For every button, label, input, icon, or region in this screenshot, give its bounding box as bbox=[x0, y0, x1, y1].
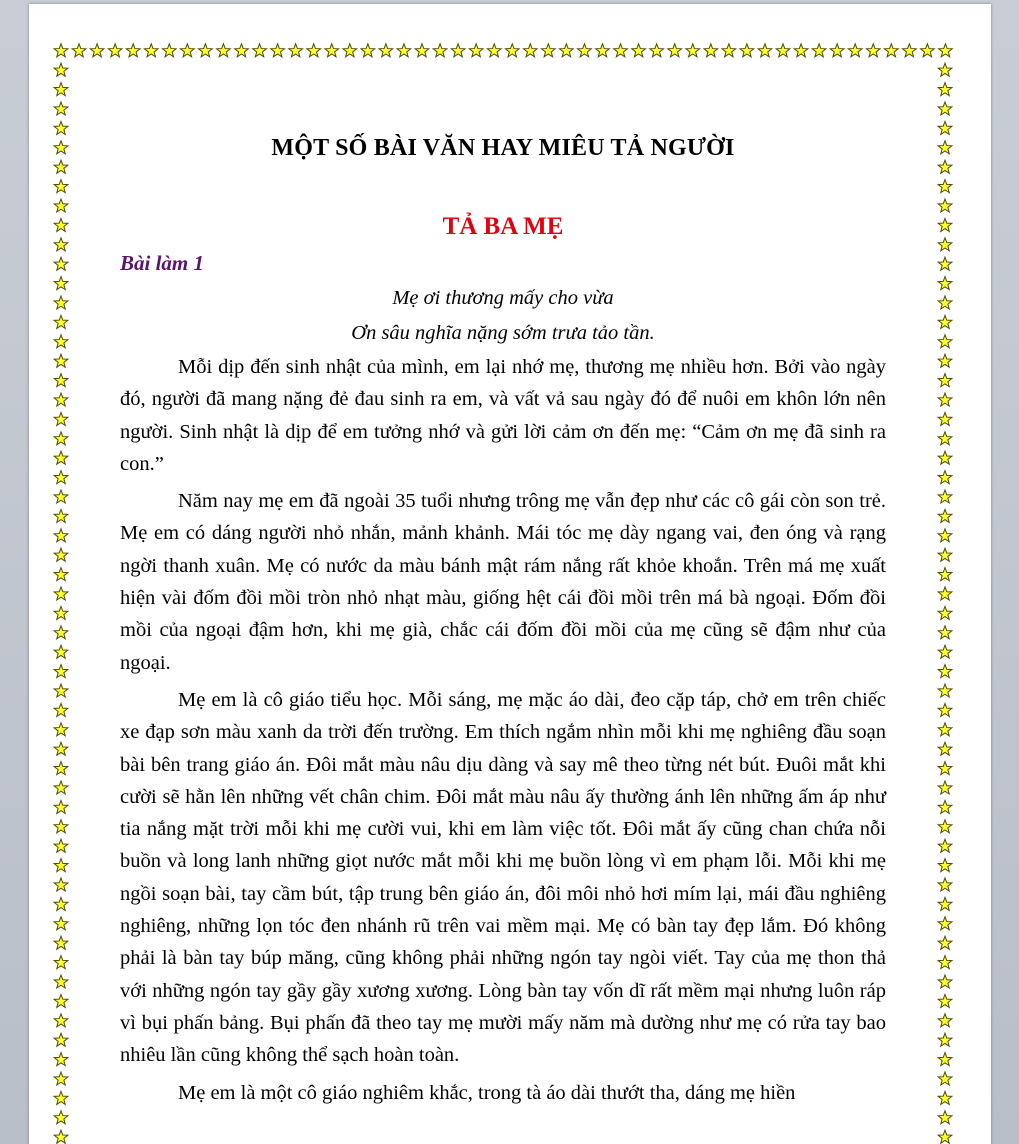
star-outline-icon bbox=[938, 354, 952, 367]
star-outline-icon bbox=[938, 703, 952, 716]
star-outline-icon bbox=[938, 839, 952, 852]
star-outline-icon bbox=[162, 44, 176, 57]
star-outline-icon bbox=[938, 1111, 952, 1124]
star-outline-icon bbox=[451, 44, 465, 57]
star-outline-icon bbox=[144, 44, 158, 57]
star-outline-icon bbox=[938, 878, 952, 891]
star-outline-icon bbox=[938, 568, 952, 581]
star-outline-icon bbox=[54, 277, 68, 290]
document-title: MỘT SỐ BÀI VĂN HAY MIÊU TẢ NGƯỜI bbox=[271, 135, 735, 161]
star-outline-icon bbox=[72, 44, 86, 57]
star-outline-icon bbox=[54, 994, 68, 1007]
star-outline-icon bbox=[938, 432, 952, 445]
star-outline-icon bbox=[938, 1053, 952, 1066]
star-outline-icon bbox=[217, 44, 231, 57]
star-outline-icon bbox=[54, 83, 68, 96]
star-outline-icon bbox=[54, 626, 68, 639]
star-outline-icon bbox=[54, 703, 68, 716]
star-outline-icon bbox=[632, 44, 646, 57]
star-outline-icon bbox=[54, 374, 68, 387]
verse-line-2: Ơn sâu nghĩa nặng sớm trưa tảo tần. bbox=[351, 322, 655, 344]
star-outline-icon bbox=[54, 393, 68, 406]
star-outline-icon bbox=[938, 1014, 952, 1027]
star-outline-icon bbox=[938, 723, 952, 736]
star-outline-icon bbox=[812, 44, 826, 57]
star-outline-icon bbox=[938, 315, 952, 328]
star-outline-icon bbox=[289, 44, 303, 57]
star-outline-icon bbox=[54, 180, 68, 193]
star-outline-icon bbox=[848, 44, 862, 57]
star-outline-icon bbox=[54, 665, 68, 678]
star-outline-icon bbox=[397, 44, 411, 57]
star-outline-icon bbox=[54, 354, 68, 367]
star-outline-icon bbox=[938, 490, 952, 503]
star-outline-icon bbox=[938, 684, 952, 697]
star-outline-icon bbox=[54, 548, 68, 561]
star-outline-icon bbox=[90, 44, 104, 57]
star-outline-icon bbox=[938, 180, 952, 193]
star-outline-icon bbox=[938, 936, 952, 949]
star-outline-icon bbox=[54, 606, 68, 619]
star-outline-icon bbox=[54, 839, 68, 852]
star-outline-icon bbox=[903, 44, 917, 57]
star-outline-icon bbox=[54, 509, 68, 522]
page-content bbox=[120, 122, 886, 1114]
star-outline-icon bbox=[54, 121, 68, 134]
star-outline-icon bbox=[54, 238, 68, 251]
star-outline-icon bbox=[126, 44, 140, 57]
essay-label: Bài làm 1 bbox=[120, 251, 205, 275]
star-outline-icon bbox=[938, 1072, 952, 1085]
star-outline-icon bbox=[938, 606, 952, 619]
star-outline-icon bbox=[614, 44, 628, 57]
star-outline-icon bbox=[938, 277, 952, 290]
star-outline-icon bbox=[181, 44, 195, 57]
star-outline-icon bbox=[54, 218, 68, 231]
star-outline-icon bbox=[54, 1091, 68, 1104]
star-outline-icon bbox=[938, 509, 952, 522]
star-outline-icon bbox=[54, 63, 68, 76]
star-outline-icon bbox=[938, 859, 952, 872]
star-outline-icon bbox=[938, 917, 952, 930]
star-outline-icon bbox=[54, 1053, 68, 1066]
star-outline-icon bbox=[938, 63, 952, 76]
star-outline-icon bbox=[379, 44, 393, 57]
star-outline-icon bbox=[235, 44, 249, 57]
star-outline-icon bbox=[54, 315, 68, 328]
star-outline-icon bbox=[54, 1072, 68, 1085]
star-outline-icon bbox=[54, 335, 68, 348]
star-outline-icon bbox=[54, 529, 68, 542]
star-outline-icon bbox=[54, 897, 68, 910]
star-outline-icon bbox=[938, 800, 952, 813]
star-outline-icon bbox=[415, 44, 429, 57]
star-outline-icon bbox=[938, 471, 952, 484]
verse-line-1: Mẹ ơi thương mấy cho vừa bbox=[392, 287, 614, 309]
star-outline-icon bbox=[54, 451, 68, 464]
star-outline-icon bbox=[54, 917, 68, 930]
star-outline-icon bbox=[938, 529, 952, 542]
star-outline-icon bbox=[938, 956, 952, 969]
star-outline-icon bbox=[704, 44, 718, 57]
star-outline-icon bbox=[560, 44, 574, 57]
star-outline-icon bbox=[938, 199, 952, 212]
star-outline-icon bbox=[54, 160, 68, 173]
star-outline-icon bbox=[938, 238, 952, 251]
document-page bbox=[29, 4, 991, 1144]
star-outline-icon bbox=[487, 44, 501, 57]
star-outline-icon bbox=[938, 626, 952, 639]
star-outline-icon bbox=[361, 44, 375, 57]
star-outline-icon bbox=[54, 257, 68, 270]
star-outline-icon bbox=[108, 44, 122, 57]
star-outline-icon bbox=[776, 44, 790, 57]
star-outline-icon bbox=[938, 141, 952, 154]
star-outline-icon bbox=[54, 141, 68, 154]
star-outline-icon bbox=[54, 490, 68, 503]
star-outline-icon bbox=[650, 44, 664, 57]
star-outline-icon bbox=[938, 587, 952, 600]
star-outline-icon bbox=[938, 393, 952, 406]
star-outline-icon bbox=[884, 44, 898, 57]
star-outline-icon bbox=[54, 645, 68, 658]
star-outline-icon bbox=[54, 723, 68, 736]
paragraph-2: Năm nay mẹ em đã ngoài 35 tuổi nhưng trông mẹ vẫn đẹp như các cô gái còn son trẻ. Mẹ em có dáng người nhỏ nhắn, mảnh khảnh. Mái tóc mẹ dày ngang vai, đen óng và rạng ngời thanh xuân. Mẹ có nước da màu bánh mật rám nắng rất khỏe khoắn. Trên má mẹ xuất hiện vài đốm đồi mồi tròn nhỏ nhạt màu, giống hệt cái đồi mồi trên má bà ngoại. Đốm đồi mồi của ngoại đậm hơn, khi mẹ già, chắc cái đốm đồi mồi của mẹ cũng sẽ đậm như của ngoại. bbox=[120, 490, 886, 674]
star-outline-icon bbox=[938, 762, 952, 775]
star-outline-icon bbox=[199, 44, 213, 57]
star-outline-icon bbox=[830, 44, 844, 57]
star-outline-icon bbox=[54, 1111, 68, 1124]
star-outline-icon bbox=[938, 897, 952, 910]
star-outline-icon bbox=[578, 44, 592, 57]
star-outline-icon bbox=[794, 44, 808, 57]
star-outline-icon bbox=[938, 412, 952, 425]
star-outline-icon bbox=[740, 44, 754, 57]
star-outline-icon bbox=[938, 121, 952, 134]
star-outline-icon bbox=[343, 44, 357, 57]
star-outline-icon bbox=[54, 1033, 68, 1046]
paragraph-3: Mẹ em là cô giáo tiểu học. Mỗi sáng, mẹ mặc áo dài, đeo cặp táp, chở em trên chiếc xe đạp sơn màu xanh da trời đến trường. Em thích ngắm nhìn mỗi khi mẹ nghiêng đầu soạn bài bên trang giáo án. Đôi mắt màu nâu dịu dàng và say mê theo từng nét bút. Đuôi mắt khi cười sẽ hằn lên những vết chân chim. Đôi mắt màu nâu ấy thường ánh lên những ấm áp như tia nắng mặt trời mỗi khi mẹ cười vui, khi em làm việc tốt. Đôi mắt ấy cũng chan chứa nỗi buồn và long lanh những giọt nước mắt mỗi khi mẹ buồn lòng vì em phạm lỗi. Mỗi khi mẹ ngồi soạn bài, tay cầm bút, tập trung bên giáo án, đôi môi nhỏ hơi mím lại, mái đầu nghiêng nghiêng, những lọn tóc đen nhánh rũ trên vai mềm mại. Mẹ có bàn tay đẹp lắm. Đó không phải là bàn tay búp măng, cũng không phải những ngón tay ngòi viết. Tay của mẹ thon thả với những ngón tay gầy gầy xương xương. Lòng bàn tay vốn dĩ rất mềm mại nhưng luôn ráp vì bụi phấn bảng. Bụi phấn đã theo tay mẹ mười mấy năm mà dường như mẹ có rửa tay bao nhiêu lần cũng không thể sạch hoàn toàn. bbox=[120, 688, 886, 1067]
star-outline-icon bbox=[938, 83, 952, 96]
star-outline-icon bbox=[307, 44, 321, 57]
star-outline-icon bbox=[938, 742, 952, 755]
star-outline-icon bbox=[938, 1091, 952, 1104]
star-outline-icon bbox=[325, 44, 339, 57]
star-outline-icon bbox=[938, 665, 952, 678]
star-outline-icon bbox=[54, 44, 68, 57]
star-outline-icon bbox=[596, 44, 610, 57]
star-outline-icon bbox=[54, 102, 68, 115]
star-outline-icon bbox=[938, 1033, 952, 1046]
star-outline-icon bbox=[54, 412, 68, 425]
star-outline-icon bbox=[271, 44, 285, 57]
star-outline-icon bbox=[54, 859, 68, 872]
star-outline-icon bbox=[938, 994, 952, 1007]
star-outline-icon bbox=[54, 471, 68, 484]
star-outline-icon bbox=[938, 548, 952, 561]
star-outline-icon bbox=[542, 44, 556, 57]
star-outline-icon bbox=[938, 102, 952, 115]
paragraph-1: Mỗi dịp đến sinh nhật của mình, em lại nhớ mẹ, thương mẹ nhiều hơn. Bởi vào ngày đó, người đã mang nặng đẻ đau sinh ra em, và vất vả sau ngày đó để nuôi em khôn lớn nên người. Sinh nhật là dịp để em tưởng nhớ và gửi lời cảm ơn đến mẹ: “Cảm ơn mẹ đã sinh ra con.” bbox=[120, 356, 886, 475]
star-outline-icon bbox=[54, 956, 68, 969]
star-outline-icon bbox=[54, 878, 68, 891]
star-outline-icon bbox=[938, 645, 952, 658]
star-outline-icon bbox=[54, 684, 68, 697]
star-outline-icon bbox=[758, 44, 772, 57]
star-outline-icon bbox=[866, 44, 880, 57]
star-outline-icon bbox=[939, 44, 953, 57]
star-outline-icon bbox=[54, 975, 68, 988]
star-outline-icon bbox=[938, 218, 952, 231]
star-outline-icon bbox=[54, 781, 68, 794]
star-outline-icon bbox=[54, 1130, 68, 1143]
star-outline-icon bbox=[54, 762, 68, 775]
star-outline-icon bbox=[686, 44, 700, 57]
star-outline-icon bbox=[54, 1014, 68, 1027]
star-outline-icon bbox=[54, 800, 68, 813]
star-outline-icon bbox=[938, 820, 952, 833]
star-outline-icon bbox=[938, 374, 952, 387]
star-outline-icon bbox=[938, 1130, 952, 1143]
star-outline-icon bbox=[938, 257, 952, 270]
star-outline-icon bbox=[938, 781, 952, 794]
star-outline-icon bbox=[54, 820, 68, 833]
star-outline-icon bbox=[921, 44, 935, 57]
star-outline-icon bbox=[668, 44, 682, 57]
star-outline-icon bbox=[54, 742, 68, 755]
star-outline-icon bbox=[54, 587, 68, 600]
star-outline-icon bbox=[54, 936, 68, 949]
star-outline-icon bbox=[722, 44, 736, 57]
star-outline-icon bbox=[938, 451, 952, 464]
star-outline-icon bbox=[938, 160, 952, 173]
star-outline-icon bbox=[523, 44, 537, 57]
section-title: TẢ BA MẸ bbox=[442, 213, 564, 240]
star-outline-icon bbox=[54, 432, 68, 445]
star-outline-icon bbox=[54, 296, 68, 309]
star-outline-icon bbox=[938, 975, 952, 988]
star-outline-icon bbox=[253, 44, 267, 57]
star-outline-icon bbox=[54, 199, 68, 212]
star-outline-icon bbox=[505, 44, 519, 57]
star-outline-icon bbox=[938, 335, 952, 348]
star-outline-icon bbox=[938, 296, 952, 309]
paragraph-4: Mẹ em là một cô giáo nghiêm khắc, trong tà áo dài thướt tha, dáng mẹ hiền bbox=[178, 1081, 796, 1104]
star-outline-icon bbox=[433, 44, 447, 57]
star-outline-icon bbox=[469, 44, 483, 57]
star-outline-icon bbox=[54, 568, 68, 581]
